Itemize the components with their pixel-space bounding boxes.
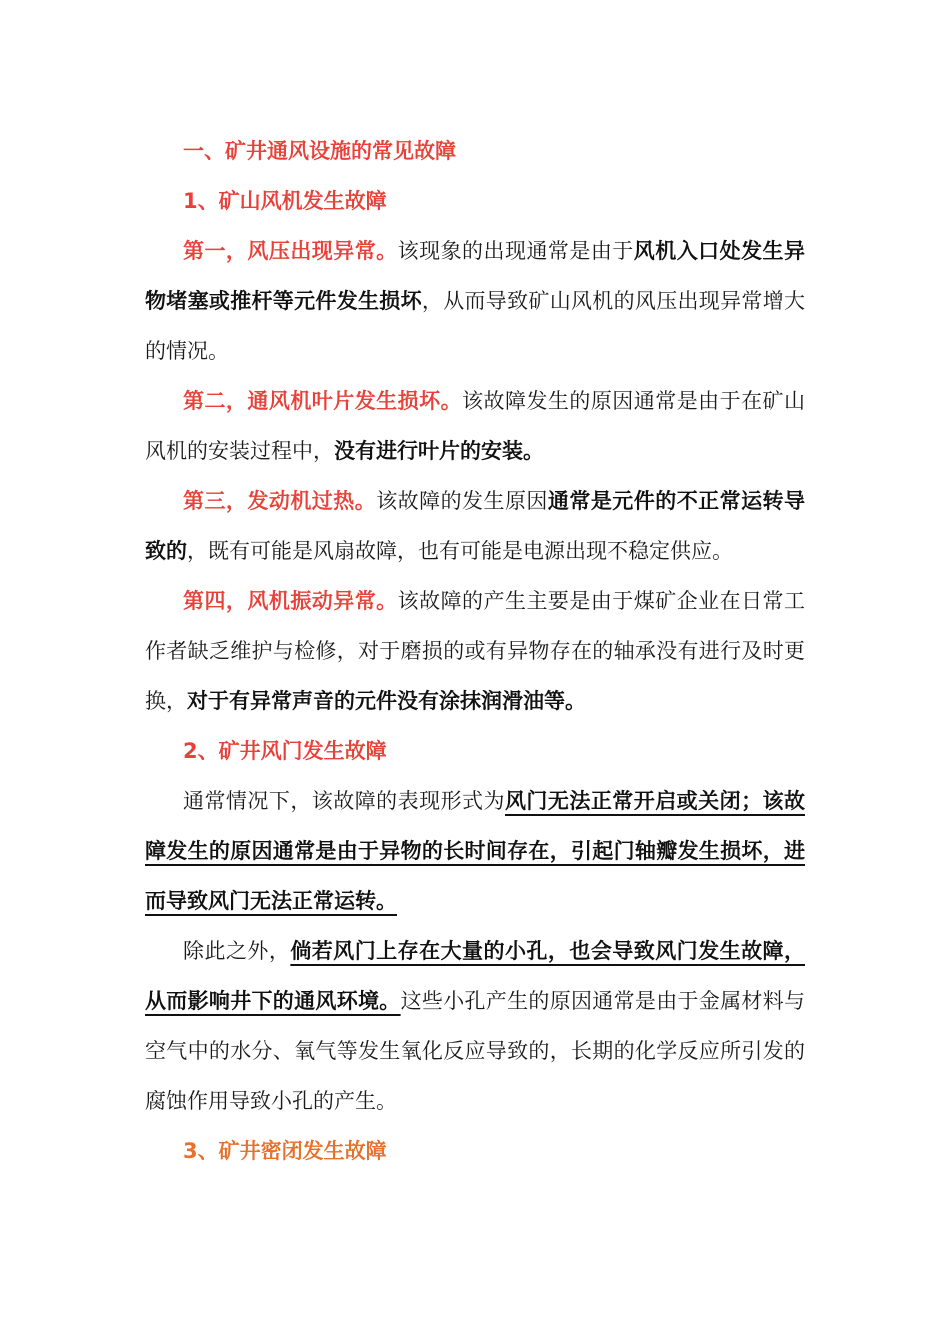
item-3-text1: 该故障的发生原因 (376, 489, 548, 513)
item-3-text2: ，既有可能是风扇故障，也有可能是电源出现不稳定供应。 (187, 539, 733, 563)
item-4-bold: 对于有异常声音的元件没有涂抹润滑油等。 (187, 689, 586, 713)
item-1-paragraph (145, 226, 805, 376)
item-4-lead: 第四，风机振动异常。 (183, 589, 398, 613)
section2-paragraph-1 (145, 776, 805, 926)
section2-p2-underlined: 倘若风门上存在大量的小孔，也会导致风门发生故障，从而影响井下的通风环境。 (145, 939, 806, 1013)
section3-heading: 3、矿井密闭发生故障 (183, 1139, 387, 1163)
item-1-text2: ，从而导致矿山风机的风压出现异常增大的情况。 (145, 289, 806, 363)
item-1-bold: 风机入口处发生异物堵塞或推杆等元件发生损坏 (145, 239, 806, 313)
item-4-paragraph (145, 576, 805, 726)
item-4-text1: 该故障的产生主要是由于煤矿企业在日常工作者缺乏维护与检修，对于磨损的或有异物存在的轴承没有进行及时更换， (145, 589, 806, 713)
main-heading: 一、矿井通风设施的常见故障 (183, 139, 456, 163)
item-2-bold: 没有进行叶片的安装。 (334, 439, 544, 463)
item-3-lead: 第三，发动机过热。 (183, 489, 377, 513)
section2-paragraph-2 (145, 926, 805, 1126)
item-1-text1: 该现象的出现通常是由于 (397, 239, 634, 263)
item-3-bold: 通常是元件的不正常运转导致的 (145, 489, 806, 563)
item-1-lead: 第一，风压出现异常。 (183, 239, 398, 263)
section2-p1-text: 通常情况下，该故障的表现形式为 (183, 789, 505, 813)
document-page (145, 126, 805, 1176)
item-3-paragraph (145, 476, 805, 576)
item-2-paragraph (145, 376, 805, 476)
section2-p2-text2: 这些小孔产生的原因通常是由于金属材料与空气中的水分、氧气等发生氧化反应导致的，长期的化学反应所引发的腐蚀作用导致小孔的产生。 (145, 989, 806, 1113)
item-2-text1: 该故障发生的原因通常是由于在矿山风机的安装过程中， (145, 389, 806, 463)
section2-p2-text1: 除此之外， (183, 939, 291, 963)
section2-heading: 2、矿井风门发生故障 (183, 739, 387, 763)
section1-heading: 1、矿山风机发生故障 (183, 189, 387, 213)
section2-p1-underlined: 风门无法正常开启或关闭；该故障发生的原因通常是由于异物的长时间存在，引起门轴瓣发生损坏，进而导致风门无法正常运转。 (145, 789, 806, 913)
item-2-lead: 第二，通风机叶片发生损坏。 (183, 389, 463, 413)
